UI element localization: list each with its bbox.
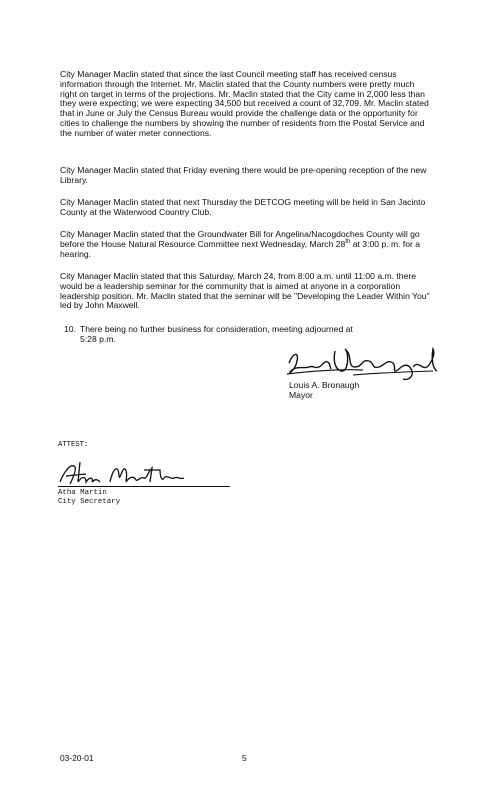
mayor-name: Louis A. Bronaugh <box>289 380 360 390</box>
paragraph-groundwater <box>60 230 432 259</box>
groundwater-text: City Manager Maclin stated that the Groundwater Bill for Angelina/Nacogdoches County will go before the House Natural Resource Committee next Wednesday, March 28 <box>60 229 420 249</box>
item-number: 10. <box>64 324 76 334</box>
groundwater-superscript: th <box>345 238 351 245</box>
paragraph-seminar: City Manager Maclin stated that this Saturday, March 24, from 8:00 a.m. until 11:00 a.m. there would be a leadership seminar for the community that is aimed at anyone in a corporation leadership position. Mr. Maclin stated that the seminar will be "Developing the Leader Within You" led by John Maxwell. <box>60 271 430 311</box>
item-text: There being no further business for consideration, meeting adjourned at <box>80 324 353 334</box>
paragraph-census: City Manager Maclin stated that since the last Council meeting staff has received census information through the Internet. Mr. Maclin stated that the County numbers were pretty much right on target in terms of the projections. Mr. Maclin stated that the City came in 2,000 less than they were expecting; we were expecting 34,500 but received a count of 32,709. Mr. Maclin stated that in June or July the Census Bureau would provide the challenge data or the opportunity for cities to challenge the numbers by showing the number of residents from the Postal Service and the number of water meter connections. <box>60 69 429 138</box>
item-time: 5:28 p.m. <box>80 333 116 344</box>
secretary-title: City Secretary <box>58 498 121 506</box>
mayor-title: Mayor <box>289 390 313 400</box>
mayor-signature <box>283 345 445 385</box>
page-number: 5 <box>242 753 247 763</box>
signature-line <box>58 486 230 487</box>
groundwater-text-end: at 3:00 p. m. for a hearing. <box>60 238 421 259</box>
footer-date: 03-20-01 <box>60 753 94 763</box>
paragraph-detcog: City Manager Maclin stated that next Thursday the DETCOG meeting will be held in San Jacinto County at the Waterwood Country Club. <box>60 197 426 217</box>
attest-label: ATTEST: <box>58 441 89 449</box>
secretary-signature <box>56 458 186 488</box>
agenda-item-10 <box>64 325 424 345</box>
secretary-name: Atha Martin <box>58 489 107 497</box>
paragraph-library: City Manager Maclin stated that Friday evening there would be pre-opening reception of the new Library. <box>60 165 427 185</box>
